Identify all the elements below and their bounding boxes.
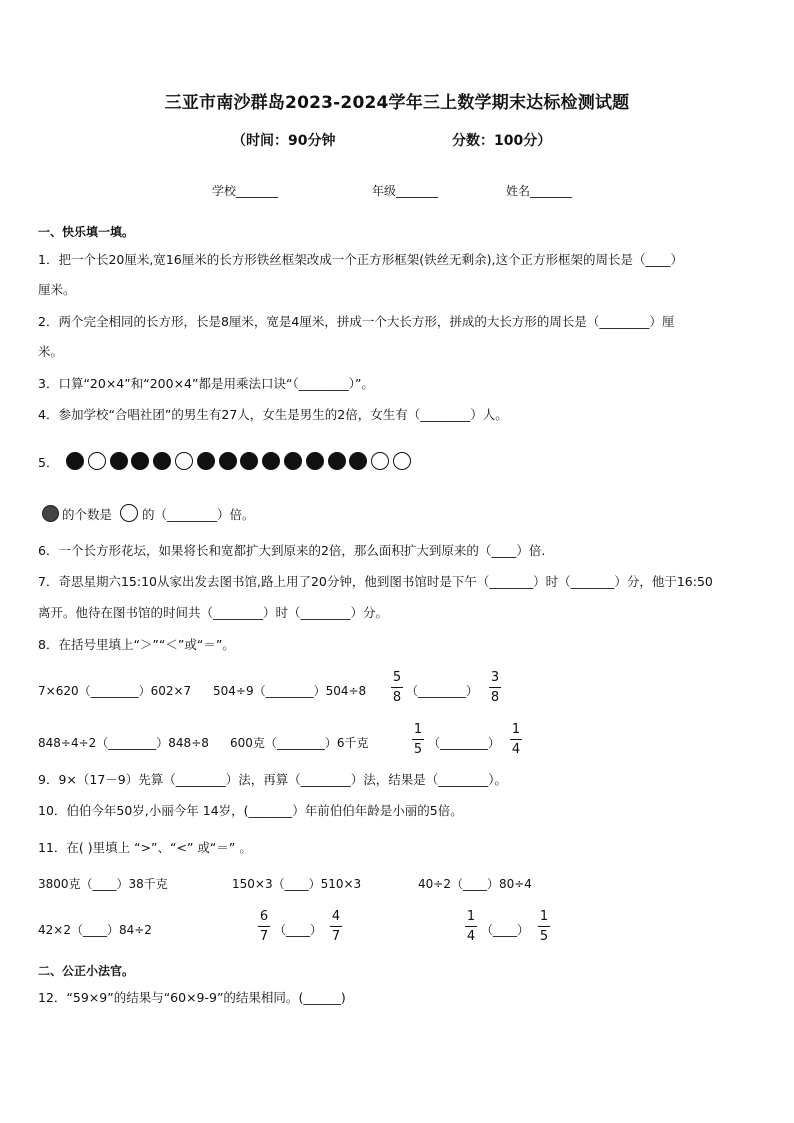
- question-3: 3．口算“20×4”和“200×4”都是用乘法口诀“（________）”。: [38, 376, 374, 391]
- fraction-numerator: 4: [331, 909, 341, 924]
- fraction-numerator: 5: [392, 670, 402, 685]
- question-1-line-1: 1．把一个长20厘米,宽16厘米的长方形铁丝框架改成一个正方形框架(铁丝无剩余),这个正方形框架的周长是（____）: [38, 252, 683, 267]
- black-circle: [110, 452, 128, 470]
- black-circle: [262, 452, 280, 470]
- q8-r1-fraction-2: [488, 668, 502, 707]
- section-1-title: 一、快乐填一填。: [38, 225, 135, 239]
- question-9: 9．9×（17－9）先算（________）法，再算（________）法，结果是（________）。: [38, 772, 507, 787]
- white-circle: [175, 452, 193, 470]
- fraction-numerator: 1: [466, 909, 476, 924]
- question-8: 8．在括号里填上“＞”“＜”或“＝”。: [38, 637, 235, 652]
- exam-time: （时间：90分钟: [232, 133, 336, 149]
- fraction-denominator: 5: [413, 742, 423, 757]
- q8-r1-blank: （________）: [406, 684, 479, 698]
- question-12: 12．“59×9”的结果与“60×9-9”的结果相同。(______): [38, 990, 346, 1005]
- q11-r2-blank-1: （____）: [274, 923, 323, 937]
- q11-r1-expr-a: 3800克（____）38千克: [38, 877, 168, 891]
- black-circle: [219, 452, 237, 470]
- question-7-line-2: 离开。他待在图书馆的时间共（________）时（________）分。: [38, 605, 389, 620]
- fraction-numerator: 1: [539, 909, 549, 924]
- question-4: 4．参加学校“合唱社团”的男生有27人，女生是男生的2倍，女生有（________）人。: [38, 407, 508, 422]
- fraction-denominator: 7: [331, 929, 341, 944]
- fraction-numerator: 1: [511, 722, 521, 737]
- q11-r2-fraction-3: [464, 907, 478, 946]
- q11-r2-fraction-4: [537, 907, 551, 946]
- q8-r1-expr-b: 504÷9（________）504÷8: [213, 684, 367, 698]
- q11-r1-expr-b: 150×3（____）510×3: [232, 877, 362, 891]
- question-10: 10．伯伯今年50岁,小丽今年 14岁，(_______）年前伯伯年龄是小丽的5倍。: [38, 803, 463, 818]
- fraction-denominator: 7: [259, 929, 269, 944]
- q8-r2-blank: （________）: [428, 736, 501, 750]
- fraction-numerator: 3: [490, 670, 500, 685]
- q8-r2-fraction-2: [509, 720, 523, 759]
- white-circle-icon: [120, 504, 138, 522]
- question-7-line-1: 7．奇思星期六15:10从家出发去图书馆,路上用了20分钟，他到图书馆时是下午（_______）时（_______）分，他于16:50: [38, 574, 713, 589]
- black-circle: [131, 452, 149, 470]
- question-5-text-a: 的个数是: [62, 507, 113, 522]
- white-circle: [371, 452, 389, 470]
- name-field: 姓名_______: [506, 184, 573, 198]
- fraction-numerator: 6: [259, 909, 269, 924]
- exam-score: 分数：100分）: [452, 133, 552, 149]
- black-circle: [66, 452, 84, 470]
- fraction-denominator: 4: [511, 742, 521, 757]
- fraction-denominator: 8: [392, 690, 402, 705]
- black-circle: [306, 452, 324, 470]
- grade-field: 年级_______: [372, 184, 439, 198]
- black-circle: [240, 452, 258, 470]
- black-circle-icon: [42, 505, 59, 522]
- question-6: 6．一个长方形花坛，如果将长和宽都扩大到原来的2倍，那么面积扩大到原来的（____）倍.: [38, 543, 546, 558]
- question-11: 11．在( )里填上 “>”、“<” 或“＝” 。: [38, 840, 252, 855]
- q8-r2-fraction-1: [411, 720, 425, 759]
- fraction-denominator: 5: [539, 929, 549, 944]
- q8-r1-expr-a: 7×620（________）602×7: [38, 684, 192, 698]
- question-2-line-1: 2．两个完全相同的长方形，长是8厘米，宽是4厘米，拼成一个大长方形，拼成的大长方形的周长是（________）厘: [38, 314, 675, 329]
- white-circle: [88, 452, 106, 470]
- q11-r2-fraction-1: [257, 907, 271, 946]
- question-2-line-2: 米。: [38, 344, 64, 359]
- question-5-text-b: 的（________）倍。: [142, 507, 255, 522]
- q11-r1-expr-c: 40÷2（____）80÷4: [418, 877, 532, 891]
- section-2-title: 二、公正小法官。: [38, 964, 135, 978]
- black-circle: [349, 452, 367, 470]
- q8-r2-expr-b: 600克（________）6千克: [230, 736, 369, 750]
- question-5-label: 5．: [38, 455, 59, 470]
- q11-r2-expr-a: 42×2（____）84÷2: [38, 923, 152, 937]
- q8-r1-fraction-1: [390, 668, 404, 707]
- black-circle: [284, 452, 302, 470]
- black-circle: [197, 452, 215, 470]
- q11-r2-blank-2: （____）: [481, 923, 530, 937]
- white-circle: [393, 452, 411, 470]
- black-circle: [153, 452, 171, 470]
- school-field: 学校_______: [212, 184, 279, 198]
- fraction-numerator: 1: [413, 722, 423, 737]
- question-1-line-2: 厘米。: [38, 282, 76, 297]
- fraction-denominator: 4: [466, 929, 476, 944]
- page-title: 三亚市南沙群岛2023-2024学年三上数学期末达标检测试题: [164, 93, 630, 113]
- q8-r2-expr-a: 848÷4÷2（________）848÷8: [38, 736, 209, 750]
- fraction-denominator: 8: [490, 690, 500, 705]
- black-circle: [328, 452, 346, 470]
- q11-r2-fraction-2: [329, 907, 343, 946]
